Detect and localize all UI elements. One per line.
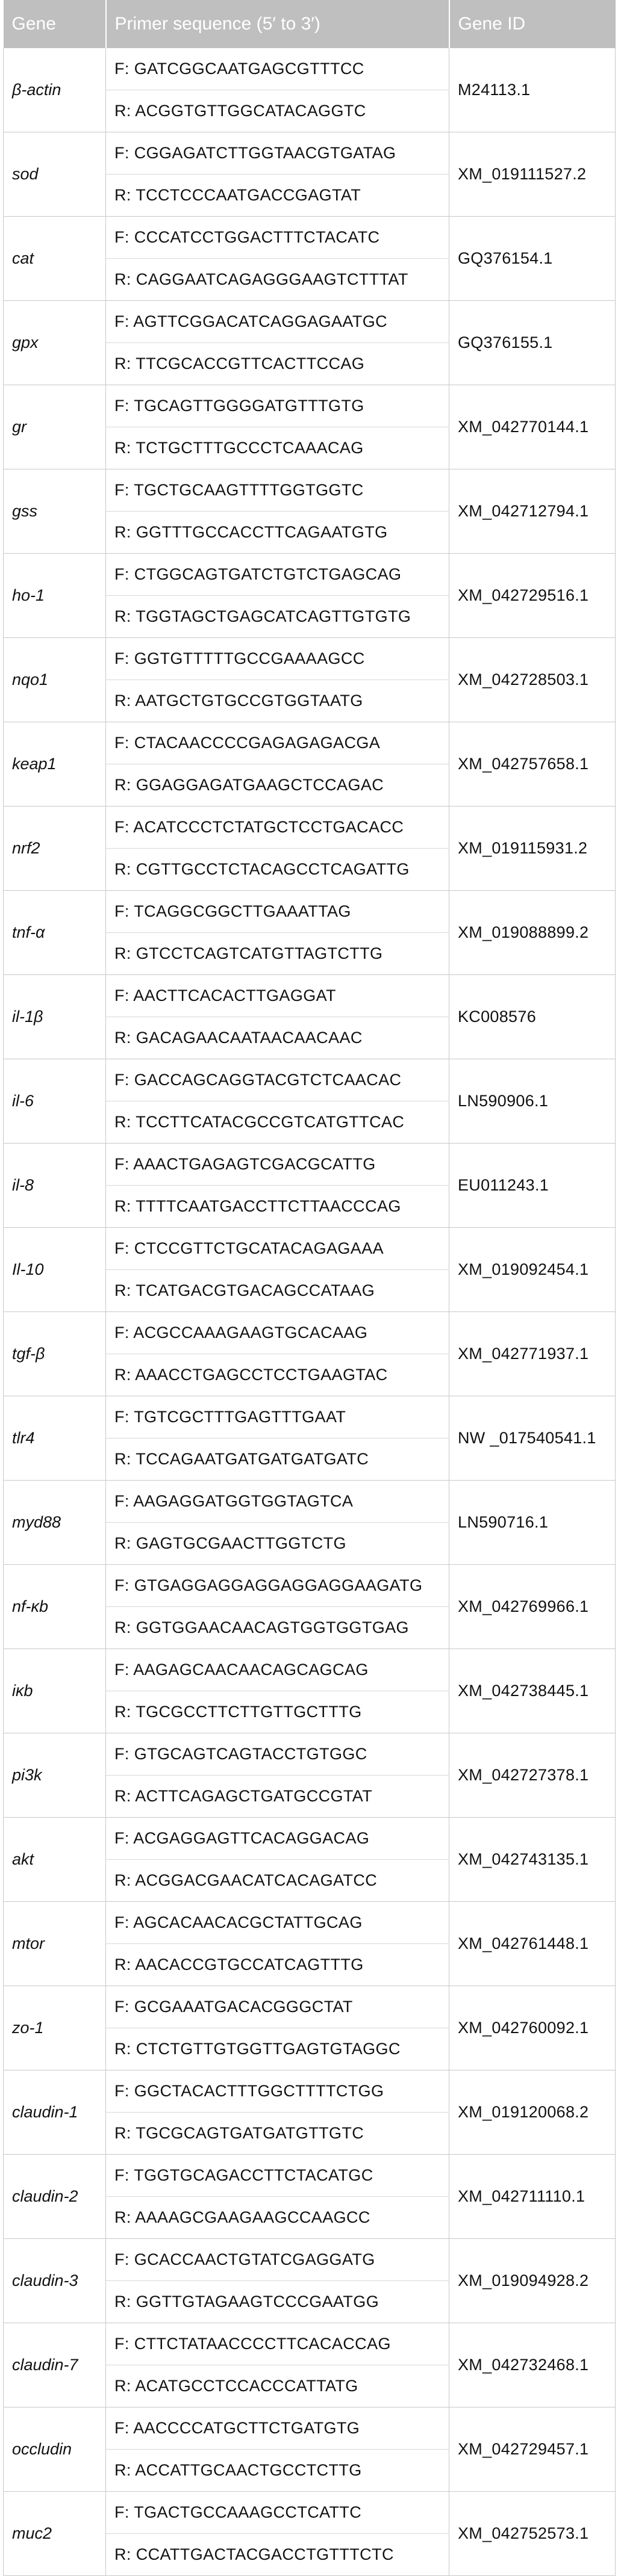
reverse-primer-cell: R: TGCGCAGTGATGATGTTGTC <box>106 2113 449 2155</box>
gene-id-cell: XM_019111527.2 <box>449 132 616 217</box>
table-row <box>4 2070 616 2113</box>
reverse-primer-cell: R: CCATTGACTACGACCTGTTTCTC <box>106 2534 449 2576</box>
table-row <box>4 385 616 427</box>
gene-id-cell: XM_042728503.1 <box>449 638 616 722</box>
gene-name-cell: tnf-α <box>4 891 106 975</box>
gene-name-cell: sod <box>4 132 106 217</box>
gene-name-cell: il-6 <box>4 1059 106 1144</box>
table-row <box>4 1481 616 1523</box>
gene-name-cell: occludin <box>4 2407 106 2492</box>
gene-name-cell: tlr4 <box>4 1396 106 1481</box>
gene-id-cell: XM_042732468.1 <box>449 2323 616 2407</box>
reverse-primer-cell: R: GGTTTGCCACCTTCAGAATGTG <box>106 512 449 554</box>
gene-id-cell: GQ376154.1 <box>449 217 616 301</box>
gene-name-cell: nqo1 <box>4 638 106 722</box>
gene-id-cell: XM_042727378.1 <box>449 1733 616 1818</box>
forward-primer-cell: F: CTGGCAGTGATCTGTCTGAGCAG <box>106 554 449 596</box>
table-row <box>4 2323 616 2365</box>
forward-primer-cell: F: CTACAACCCCGAGAGAGACGA <box>106 722 449 764</box>
table-row <box>4 2407 616 2450</box>
gene-name-cell: gss <box>4 469 106 554</box>
gene-name-cell: pi3k <box>4 1733 106 1818</box>
forward-primer-cell: F: GTGAGGAGGAGGAGGAGGAAGATG <box>106 1565 449 1607</box>
reverse-primer-cell: R: GGTTGTAGAAGTCCCGAATGG <box>106 2281 449 2323</box>
forward-primer-cell: F: TGGTGCAGACCTTCTACATGC <box>106 2155 449 2197</box>
primer-table <box>3 0 616 2576</box>
gene-id-cell: KC008576 <box>449 975 616 1059</box>
gene-id-cell: XM_042743135.1 <box>449 1818 616 1902</box>
table-row <box>4 1059 616 1101</box>
forward-primer-cell: F: ACATCCCTCTATGCTCCTGACACC <box>106 807 449 849</box>
gene-name-cell: claudin-2 <box>4 2155 106 2239</box>
gene-id-cell: LN590906.1 <box>449 1059 616 1144</box>
table-row <box>4 638 616 680</box>
gene-id-cell: XM_042757658.1 <box>449 722 616 807</box>
reverse-primer-cell: R: ACGGACGAACATCACAGATCC <box>106 1860 449 1902</box>
gene-id-cell: XM_042729516.1 <box>449 554 616 638</box>
forward-primer-cell: F: ACGAGGAGTTCACAGGACAG <box>106 1818 449 1860</box>
gene-name-cell: muc2 <box>4 2492 106 2576</box>
table-row <box>4 48 616 90</box>
gene-name-cell: tgf-β <box>4 1312 106 1396</box>
gene-id-cell: XM_042729457.1 <box>449 2407 616 2492</box>
table-row <box>4 1902 616 1944</box>
gene-name-cell: β-actin <box>4 48 106 132</box>
gene-id-cell: M24113.1 <box>449 48 616 132</box>
gene-id-cell: XM_042761448.1 <box>449 1902 616 1986</box>
gene-id-cell: XM_042711110.1 <box>449 2155 616 2239</box>
header-primer-sequence: Primer sequence (5′ to 3′) <box>106 0 449 48</box>
forward-primer-cell: F: TGCTGCAAGTTTTGGTGGTC <box>106 469 449 512</box>
gene-name-cell: il-8 <box>4 1144 106 1228</box>
table-row <box>4 1818 616 1860</box>
gene-name-cell: nf-κb <box>4 1565 106 1649</box>
header-gene: Gene <box>4 0 106 48</box>
forward-primer-cell: F: CGGAGATCTTGGTAACGTGATAG <box>106 132 449 175</box>
gene-id-cell: XM_042770144.1 <box>449 385 616 469</box>
table-row <box>4 1733 616 1776</box>
reverse-primer-cell: R: GTCCTCAGTCATGTTAGTCTTG <box>106 933 449 975</box>
forward-primer-cell: F: GACCAGCAGGTACGTCTCAACAC <box>106 1059 449 1101</box>
gene-name-cell: claudin-7 <box>4 2323 106 2407</box>
gene-id-cell: EU011243.1 <box>449 1144 616 1228</box>
reverse-primer-cell: R: CAGGAATCAGAGGGAAGTCTTTAT <box>106 259 449 301</box>
table-row <box>4 1396 616 1438</box>
table-header <box>4 0 616 48</box>
gene-name-cell: iκb <box>4 1649 106 1733</box>
forward-primer-cell: F: GTGCAGTCAGTACCTGTGGC <box>106 1733 449 1776</box>
reverse-primer-cell: R: TCTGCTTTGCCCTCAAACAG <box>106 427 449 469</box>
table-row <box>4 891 616 933</box>
table-row <box>4 469 616 512</box>
gene-name-cell: il-1β <box>4 975 106 1059</box>
table-row <box>4 807 616 849</box>
gene-name-cell: Il-10 <box>4 1228 106 1312</box>
gene-name-cell: claudin-3 <box>4 2239 106 2323</box>
forward-primer-cell: F: AAGAGGATGGTGGTAGTCA <box>106 1481 449 1523</box>
forward-primer-cell: F: GGCTACACTTTGGCTTTTCTGG <box>106 2070 449 2113</box>
gene-id-cell: XM_042769966.1 <box>449 1565 616 1649</box>
forward-primer-cell: F: AGTTCGGACATCAGGAGAATGC <box>106 301 449 343</box>
forward-primer-cell: F: AACTTCACACTTGAGGAT <box>106 975 449 1017</box>
reverse-primer-cell: R: GACAGAACAATAACAACAAC <box>106 1017 449 1059</box>
forward-primer-cell: F: GCACCAACTGTATCGAGGATG <box>106 2239 449 2281</box>
gene-name-cell: mtor <box>4 1902 106 1986</box>
gene-name-cell: gr <box>4 385 106 469</box>
gene-id-cell: XM_019115931.2 <box>449 807 616 891</box>
reverse-primer-cell: R: GAGTGCGAACTTGGTCTG <box>106 1523 449 1565</box>
gene-name-cell: akt <box>4 1818 106 1902</box>
forward-primer-cell: F: AACCCCATGCTTCTGATGTG <box>106 2407 449 2450</box>
forward-primer-cell: F: ACGCCAAAGAAGTGCACAAG <box>106 1312 449 1354</box>
forward-primer-cell: F: TCAGGCGGCTTGAAATTAG <box>106 891 449 933</box>
reverse-primer-cell: R: AATGCTGTGCCGTGGTAATG <box>106 680 449 722</box>
forward-primer-cell: F: CTTCTATAACCCCTTCACACCAG <box>106 2323 449 2365</box>
gene-id-cell: XM_019094928.2 <box>449 2239 616 2323</box>
reverse-primer-cell: R: TCATGACGTGACAGCCATAAG <box>106 1270 449 1312</box>
gene-name-cell: zo-1 <box>4 1986 106 2070</box>
reverse-primer-cell: R: TGGTAGCTGAGCATCAGTTGTGTG <box>106 596 449 638</box>
forward-primer-cell: F: AGCACAACACGCTATTGCAG <box>106 1902 449 1944</box>
gene-id-cell: XM_042752573.1 <box>449 2492 616 2576</box>
gene-name-cell: nrf2 <box>4 807 106 891</box>
gene-id-cell: XM_019088899.2 <box>449 891 616 975</box>
table-row <box>4 2492 616 2534</box>
gene-id-cell: XM_042738445.1 <box>449 1649 616 1733</box>
table-row <box>4 132 616 175</box>
gene-name-cell: claudin-1 <box>4 2070 106 2155</box>
table-row <box>4 1565 616 1607</box>
gene-id-cell: LN590716.1 <box>449 1481 616 1565</box>
table-body <box>4 48 616 2576</box>
reverse-primer-cell: R: TGCGCCTTCTTGTTGCTTTG <box>106 1691 449 1733</box>
reverse-primer-cell: R: AACACCGTGCCATCAGTTTG <box>106 1944 449 1986</box>
forward-primer-cell: F: TGTCGCTTTGAGTTTGAAT <box>106 1396 449 1438</box>
table-row <box>4 1144 616 1186</box>
reverse-primer-cell: R: GGTGGAACAACAGTGGTGGTGAG <box>106 1607 449 1649</box>
header-row <box>4 0 616 48</box>
table-row <box>4 217 616 259</box>
table-row <box>4 1228 616 1270</box>
table-row <box>4 722 616 764</box>
reverse-primer-cell: R: TTTTCAATGACCTTCTTAACCCAG <box>106 1186 449 1228</box>
forward-primer-cell: F: CCCATCCTGGACTTTCTACATC <box>106 217 449 259</box>
forward-primer-cell: F: GCGAAATGACACGGGCTAT <box>106 1986 449 2028</box>
gene-name-cell: keap1 <box>4 722 106 807</box>
forward-primer-cell: F: TGACTGCCAAAGCCTCATTC <box>106 2492 449 2534</box>
forward-primer-cell: F: AAACTGAGAGTCGACGCATTG <box>106 1144 449 1186</box>
reverse-primer-cell: R: TTCGCACCGTTCACTTCCAG <box>106 343 449 385</box>
table-row <box>4 1986 616 2028</box>
reverse-primer-cell: R: AAACCTGAGCCTCCTGAAGTAC <box>106 1354 449 1396</box>
table-row <box>4 1312 616 1354</box>
reverse-primer-cell: R: ACTTCAGAGCTGATGCCGTAT <box>106 1776 449 1818</box>
forward-primer-cell: F: GATCGGCAATGAGCGTTTCC <box>106 48 449 90</box>
gene-name-cell: gpx <box>4 301 106 385</box>
forward-primer-cell: F: TGCAGTTGGGGATGTTTGTG <box>106 385 449 427</box>
gene-id-cell: XM_019120068.2 <box>449 2070 616 2155</box>
gene-name-cell: cat <box>4 217 106 301</box>
reverse-primer-cell: R: CGTTGCCTCTACAGCCTCAGATTG <box>106 849 449 891</box>
gene-name-cell: ho-1 <box>4 554 106 638</box>
reverse-primer-cell: R: CTCTGTTGTGGTTGAGTGTAGGC <box>106 2028 449 2070</box>
reverse-primer-cell: R: TCCAGAATGATGATGATGATC <box>106 1438 449 1481</box>
reverse-primer-cell: R: ACCATTGCAACTGCCTCTTG <box>106 2450 449 2492</box>
header-gene-id: Gene ID <box>449 0 616 48</box>
gene-id-cell: XM_019092454.1 <box>449 1228 616 1312</box>
reverse-primer-cell: R: TCCTCCCAATGACCGAGTAT <box>106 175 449 217</box>
primer-table-container <box>3 0 615 2576</box>
gene-name-cell: myd88 <box>4 1481 106 1565</box>
gene-id-cell: NW _017540541.1 <box>449 1396 616 1481</box>
reverse-primer-cell: R: AAAAGCGAAGAAGCCAAGCC <box>106 2197 449 2239</box>
forward-primer-cell: F: CTCCGTTCTGCATACAGAGAAA <box>106 1228 449 1270</box>
reverse-primer-cell: R: ACGGTGTTGGCATACAGGTC <box>106 90 449 132</box>
reverse-primer-cell: R: ACATGCCTCCACCCATTATG <box>106 2365 449 2407</box>
table-row <box>4 301 616 343</box>
reverse-primer-cell: R: GGAGGAGATGAAGCTCCAGAC <box>106 764 449 807</box>
table-row <box>4 2155 616 2197</box>
table-row <box>4 2239 616 2281</box>
gene-id-cell: XM_042712794.1 <box>449 469 616 554</box>
table-row <box>4 1649 616 1691</box>
gene-id-cell: GQ376155.1 <box>449 301 616 385</box>
reverse-primer-cell: R: TCCTTCATACGCCGTCATGTTCAC <box>106 1101 449 1144</box>
table-row <box>4 554 616 596</box>
gene-id-cell: XM_042771937.1 <box>449 1312 616 1396</box>
forward-primer-cell: F: AAGAGCAACAACAGCAGCAG <box>106 1649 449 1691</box>
table-row <box>4 975 616 1017</box>
forward-primer-cell: F: GGTGTTTTTGCCGAAAAGCC <box>106 638 449 680</box>
gene-id-cell: XM_042760092.1 <box>449 1986 616 2070</box>
